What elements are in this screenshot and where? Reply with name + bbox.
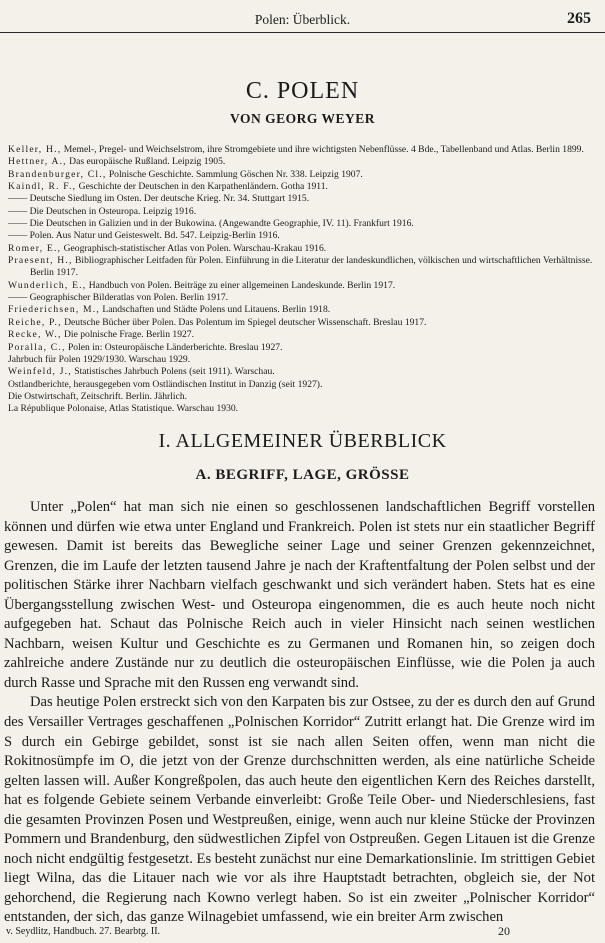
bib-author: Poralla, C., (8, 341, 66, 353)
bib-text: —— Die Deutschen in Galizien und in der Bukowina. (Angewandte Geographie, IV. 11). Frankfurt 1916. (8, 218, 414, 230)
bib-text: Statistisches Jahrbuch Polens (seit 1911). Warschau. (71, 366, 275, 378)
bib-text: Memel-, Pregel- und Weichselstrom, ihre Stromgebiete und ihre wichtigsten Nebenflüsse. 4 Bde., Tabellenband und Atlas. Berlin 1899. (61, 144, 584, 155)
bib-author: Hettner, A., (8, 156, 67, 168)
footer-source: v. Seydlitz, Handbuch. 27. Bearbtg. II. (6, 926, 161, 937)
bib-author: Kaindl, R. F., (8, 181, 77, 193)
bib-entry (8, 243, 597, 255)
bib-entry (8, 354, 597, 366)
page-footer (6, 924, 591, 940)
bib-text: La République Polonaise, Atlas Statistique. Warschau 1930. (8, 403, 239, 415)
bib-entry (8, 317, 597, 329)
bib-entry (8, 366, 597, 378)
bib-entry (8, 230, 597, 242)
bib-text: Die polnische Frage. Berlin 1927. (61, 329, 194, 341)
bib-entry (8, 391, 597, 403)
bib-entry (8, 144, 597, 156)
bib-entry (8, 193, 597, 205)
bib-text: Polnische Geschichte. Sammlung Göschen Nr. 338. Leipzig 1907. (106, 168, 363, 180)
bib-entry (8, 181, 597, 193)
page-number: 265 (567, 10, 591, 27)
bib-entry (8, 292, 597, 304)
bib-entry (8, 255, 597, 280)
chapter-title: C. POLEN (245, 78, 360, 104)
bib-author: Recke, W., (8, 329, 62, 341)
bib-text: Geographisch-statistischer Atlas von Polen. Warschau-Krakau 1916. (61, 242, 327, 254)
bib-entry (8, 329, 597, 341)
bib-author: Reiche, P., (8, 316, 62, 328)
bib-author: Romer, E., (8, 242, 62, 254)
bib-text: Die Ostwirtschaft, Zeitschrift. Berlin. Jährlich. (8, 390, 188, 402)
bib-text: Handbuch von Polen. Beiträge zu einer allgemeinen Landeskunde. Berlin 1917. (86, 279, 396, 291)
bib-text: Polen in: Osteuropäische Länderberichte. Breslau 1927. (65, 341, 283, 353)
bib-text: Ostlandberichte, herausgegeben vom Ostländischen Institut in Danzig (seit 1927). (8, 378, 323, 390)
bib-text: Deutsche Bücher über Polen. Das Polentum im Spiegel deutscher Wissenschaft. Breslau 1917. (61, 316, 427, 328)
bib-author: Keller, H., (8, 144, 62, 155)
bib-author: Weinfeld, J., (8, 366, 72, 378)
paragraph: Unter „Polen“ hat man sich nie einen so geschlossenen landschaftlichen Begriff vorstellen können und dürfen wie etwa unter England und Frankreich. Polen ist stets nur ein staatlicher Begriff gewesen. Damit ist bereits das Bewegliche seiner Lage und seiner Grenzen gekennzeichnet, Grenzen, die im Laufe der letzten tausend Jahre je nach der Kraftentfaltung der Polen selbst und der politischen Stärke ihrer Nachbarn vielfach geschwankt und sich verändert haben. Stets hat es eine Übergangsstellung zwischen West- und Osteuropa eingenommen, die es auch heute noch nicht aufgegeben hat. Schaut das Polnische Reich auch in vieler Hinsicht nach seinen westlichen Nachbarn, weisen Kultur und Geschichte es zu Germanen und Romanen hin, so zeigen doch zahlreiche andere Zustände nur zu deutlich die osteuropäischen Einflüsse, wie die Polen ja auch durch Rasse und Sprache mit den Russen eng verwandt sind. (4, 499, 595, 691)
bib-entry (8, 169, 597, 181)
bib-text: —— Polen. Aus Natur und Geisteswelt. Bd. 547. Leipzig-Berlin 1916. (8, 230, 280, 242)
bib-text: Geschichte der Deutschen in den Karpathenländern. Gotha 1911. (76, 181, 328, 193)
bib-text: —— Die Deutschen in Osteuropa. Leipzig 1916. (8, 205, 197, 217)
bib-author: Praesent, H., (8, 255, 73, 267)
bib-entry (8, 342, 597, 354)
bib-text: Jahrbuch für Polen 1929/1930. Warschau 1929. (8, 353, 191, 365)
bib-text: —— Geographischer Bilderatlas von Polen. Berlin 1917. (8, 292, 229, 304)
bib-entry (8, 218, 597, 230)
body-text (4, 498, 595, 928)
bib-author: Friederichsen, M., (8, 304, 100, 316)
chapter-author: VON GEORG WEYER (230, 111, 375, 126)
running-head-title: Polen: Überblick. (254, 12, 351, 27)
bib-entry (8, 379, 597, 391)
running-head (0, 10, 605, 32)
bib-entry (8, 206, 597, 218)
section-title: I. ALLGEMEINER ÜBERBLICK (158, 430, 447, 452)
bibliography (8, 144, 597, 416)
paragraph: Das heutige Polen erstreckt sich von den Karpaten bis zur Ostsee, zu der es durch den auf Grund des Versailler Vertrages geschaffenen „Polnischen Korridor“ Zutritt erlangt hat. Die Grenze wird im S durch ein Gebirge gebildet, sonst ist sie nach allen Seiten offen, wenn man nicht die Rokitnosümpfe im O, die jetzt von der Grenze durchschnitten werden, als eine natürliche Scheide gelten lassen will. Außer Kongreßpolen, das auch heute den eigentlichen Kern des Reiches darstellt, hat es folgende Gebiete seinem Verbande einverleibt: Große Teile Ober- und Niederschlesiens, fast die gesamten Provinzen Posen und Westpreußen, einige, wenn auch nur kleine Stücke der Provinzen Pommern und Brandenburg, den südwestlichen Zipfel von Ostpreußen. Gegen Litauen ist die Grenze noch nicht endgültig festgesetzt. Es besteht zunächst nur eine Demarkationslinie. Im strittigen Gebiet liegt Wilna, das die Litauer nach wie vor als ihre Hauptstadt betrachten, obgleich sie, der Not gehorchend, die Regierung nach Kowno verlegt haben. So ist ein zweiter „Polnischer Korridor“ entstanden, der sich, das ganze Wilnagebiet umfassend, wie ein breiter Arm zwischen (4, 694, 595, 926)
bib-text: Das europäische Rußland. Leipzig 1905. (66, 156, 226, 168)
subsection-title: A. BEGRIFF, LAGE, GRÖSSE (195, 467, 410, 483)
bib-text: —— Deutsche Siedlung im Osten. Der deutsche Krieg. Nr. 34. Stuttgart 1915. (8, 193, 310, 205)
bib-text: Landschaften und Städte Polens und Litauens. Berlin 1918. (99, 304, 331, 316)
bib-entry (8, 403, 597, 415)
bib-text: Bibliographischer Leitfaden für Polen. Einführung in die Literatur der landeskundlichen, völkischen und wirtschaftlichen Verhältnisse. Berlin 1917. (30, 255, 593, 279)
footer-signature: 20 (498, 924, 510, 938)
bib-entry (8, 304, 597, 316)
bib-author: Brandenburger, Cl., (8, 168, 107, 180)
bib-entry (8, 280, 597, 292)
header-rule (0, 32, 605, 33)
bib-entry (8, 156, 597, 168)
bib-author: Wunderlich, E., (8, 279, 87, 291)
